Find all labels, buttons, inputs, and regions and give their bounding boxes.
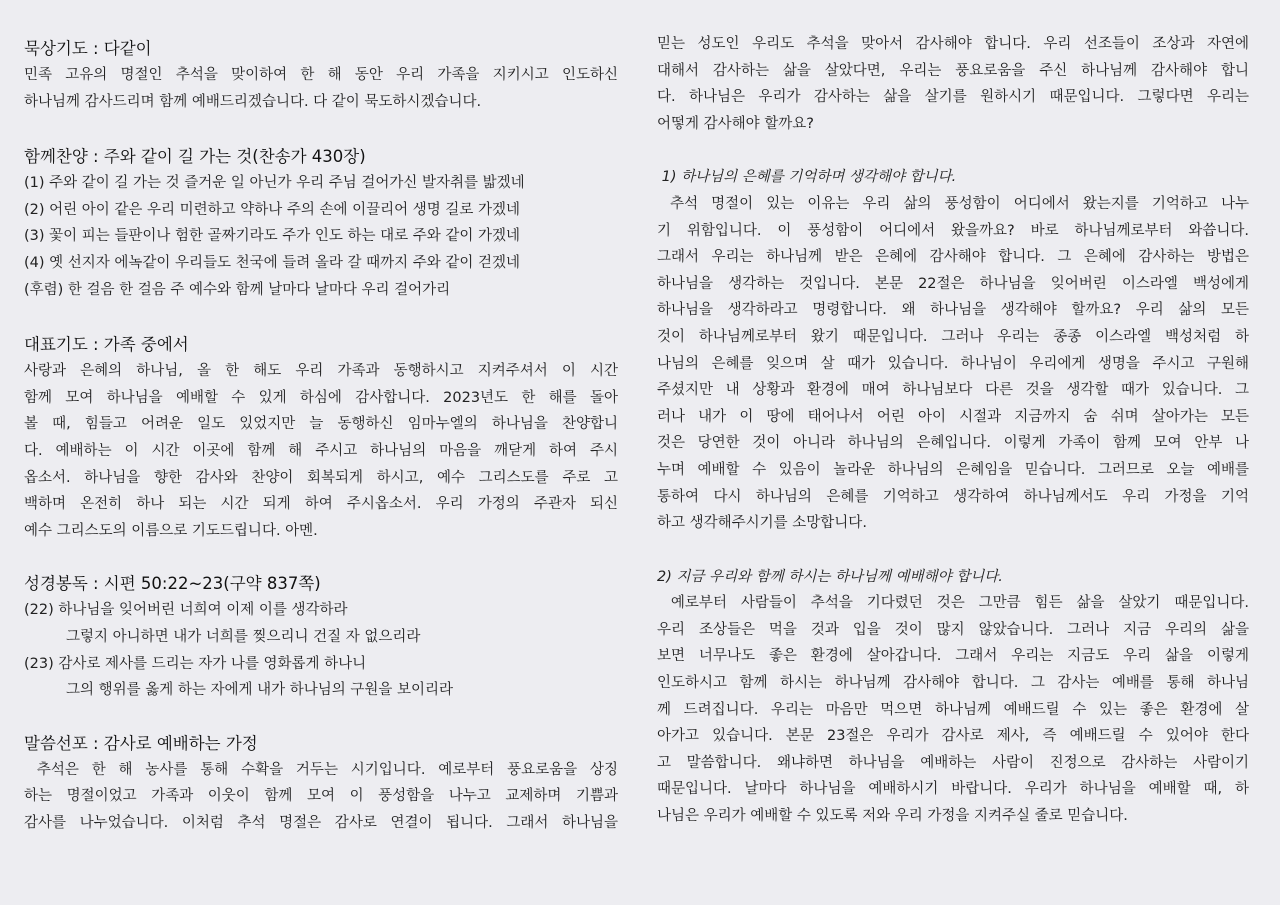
scripture-verse-23-cont: 그의 행위를 옳게 하는 자에게 내가 하나님의 구원을 보이리라 bbox=[66, 682, 454, 699]
silent-prayer-title: 묵상기도 : 다같이 bbox=[24, 39, 152, 58]
point-1-line: 하고 생각해주시기를 소망합니다. bbox=[657, 515, 867, 532]
point-1-heading: 1) 하나님의 은혜를 기억하며 생각해야 합니다. bbox=[657, 169, 957, 186]
hymn-chorus: (후렴) 한 걸음 한 걸음 주 예수와 함께 날마다 날마다 우리 걸어가리 bbox=[24, 281, 451, 298]
rep-prayer-title: 대표기도 : 가족 중에서 bbox=[24, 335, 189, 355]
point-1-line: 통하여 다시 하나님의 은혜를 기억하고 생각하여 하나님께서도 우리 가정을 기억 bbox=[657, 488, 1249, 505]
sermon-line: 추석은 한 해 농사를 통해 수확을 거두는 시기입니다. 예로부터 풍요로움을 상징 bbox=[24, 761, 618, 778]
hymn-title: 함께찬양 : 주와 같이 길 가는 것(찬송가 430장) bbox=[24, 147, 366, 167]
rep-prayer-line: 함께 모여 하나님을 예배할 수 있게 하심에 감사합니다. 2023년도 한 해를 돌아 bbox=[24, 389, 618, 406]
point-2-line: 인도하시고 함께 하시는 하나님께 감사해야 합니다. 그 감사는 예배를 통해 하나님 bbox=[657, 675, 1249, 692]
silent-prayer-line: 민족 고유의 명절인 추석을 맞이하여 한 해 동안 우리 가족을 지키시고 인도하신 bbox=[24, 67, 618, 83]
sermon-cont-line: 어떻게 감사해야 할까요? bbox=[657, 115, 814, 132]
scripture-verse-22-cont: 그렇지 아니하면 내가 너희를 찢으리니 건질 자 없으리라 bbox=[66, 628, 421, 645]
hymn-verse-2: (2) 어린 아이 같은 우리 미련하고 약하나 주의 손에 이끌리어 생명 길로 가겠네 bbox=[24, 201, 521, 218]
point-1-line: 하나님을 생각하라고 명령합니다. 왜 하나님을 생각해야 할까요? 우리 삶의 모든 bbox=[657, 302, 1249, 319]
sermon-line: 하는 명절이었고 가족과 이웃이 함께 모여 이 풍성함을 나누고 교제하며 기쁨과 bbox=[24, 788, 618, 805]
point-1-line: 것은 당연한 것이 아니라 하나님의 은혜입니다. 이렇게 가족이 함께 모여 안부 나 bbox=[657, 435, 1249, 452]
left-column bbox=[24, 0, 618, 836]
sermon-line: 감사를 나누었습니다. 이처럼 추석 명절은 감사로 연결이 됩니다. 그래서 하나님을 bbox=[24, 814, 618, 831]
point-2-line: 나님은 우리가 예배할 수 있도록 저와 우리 가정을 지켜주실 줄로 믿습니다. bbox=[657, 808, 1128, 825]
sermon-title: 말씀선포 : 감사로 예배하는 가정 bbox=[24, 733, 258, 753]
rep-prayer-line: 다. 예배하는 이 시간 이곳에 함께 해 주시고 하나님의 마음을 깨닫게 하여 주시 bbox=[24, 442, 618, 459]
point-1-line: 그래서 우리는 하나님께 받은 은혜에 감사해야 합니다. 그 은혜에 감사하는 방법은 bbox=[657, 249, 1249, 266]
rep-prayer-line: 백하며 온전히 하나 되는 시간 되게 하여 주시옵소서. 우리 가정의 주관자 되신 bbox=[24, 496, 618, 513]
point-1-line: 누며 예배할 수 있음이 놀라운 하나님의 은혜임을 믿습니다. 그러므로 오늘 예배를 bbox=[657, 461, 1249, 478]
rep-prayer-line: 옵소서. 하나님을 향한 감사와 찬양이 회복되게 하시고, 예수 그리스도를 주로 고 bbox=[24, 469, 618, 486]
point-2-line: 우리 조상들은 먹을 것과 입을 것이 많지 않았습니다. 그러나 지금 우리의 삶을 bbox=[657, 621, 1249, 638]
point-1-line: 주셨지만 내 상황과 환경에 매여 하나님보다 다른 것을 생각할 때가 있습니다. 그 bbox=[657, 382, 1249, 399]
point-2-line: 아가고 있습니다. 본문 23절은 우리가 감사로 제사, 즉 예배드릴 수 있어야 한다 bbox=[657, 728, 1249, 745]
scripture-verse-23: (23) 감사로 제사를 드리는 자가 나를 영화롭게 하나니 bbox=[24, 655, 367, 672]
hymn-verse-4: (4) 옛 선지자 에녹같이 우리들도 천국에 들려 올라 갈 때까지 주와 같이 걷겠네 bbox=[24, 254, 521, 271]
hymn-verse-1: (1) 주와 같이 길 가는 것 즐거운 일 아닌가 우리 주님 걸어가신 발자취를 밟겠네 bbox=[24, 175, 525, 192]
point-2-line: 보면 너무나도 좋은 환경에 살아갑니다. 그래서 우리는 지금도 우리 삶을 이렇게 bbox=[657, 648, 1249, 665]
point-1-line: 나님의 은혜를 잊으며 살 때가 있습니다. 하나님이 우리에게 생명을 주시고 구원해 bbox=[657, 355, 1249, 372]
hymn-verse-3: (3) 꽃이 피는 들판이나 험한 골짜기라도 주가 인도 하는 대로 주와 같이 가겠네 bbox=[24, 228, 521, 245]
right-column bbox=[657, 0, 1249, 830]
point-1-line: 것이 하나님께로부터 왔기 때문입니다. 그러나 우리는 종종 이스라엘 백성처럼 하 bbox=[657, 328, 1249, 345]
point-1-line: 하나님을 생각하는 것입니다. 본문 22절은 하나님을 잊어버린 이스라엘 백성에게 bbox=[657, 275, 1249, 292]
point-1-line: 기 위함입니다. 이 풍성함이 어디에서 왔을까요? 바로 하나님께로부터 와씁니다. bbox=[657, 222, 1249, 239]
scripture-verse-22: (22) 하나님을 잊어버린 너희여 이제 이를 생각하라 bbox=[24, 602, 348, 619]
point-2-line: 께 드려집니다. 우리는 마음만 먹으면 하나님께 예배드릴 수 있는 좋은 환경에 살 bbox=[657, 701, 1249, 718]
rep-prayer-line: 예수 그리스도의 이름으로 기도드립니다. 아멘. bbox=[24, 522, 318, 539]
point-1-line: 러나 내가 이 땅에 태어나서 어린 아이 시절과 지금까지 숨 쉬며 살아가는 모든 bbox=[657, 408, 1249, 425]
rep-prayer-line: 사랑과 은혜의 하나님, 올 한 해도 우리 가족과 동행하시고 지켜주셔서 이 시간 bbox=[24, 363, 618, 380]
scripture-title: 성경봉독 : 시편 50:22~23(구약 837쪽) bbox=[24, 574, 321, 594]
point-2-line: 고 말씀합니다. 왜냐하면 하나님을 예배하는 사람이 진정으로 감사하는 사람이기 bbox=[657, 754, 1249, 771]
point-1-line: 추석 명절이 있는 이유는 우리 삶의 풍성함이 어디에서 왔는지를 기억하고 나누 bbox=[657, 195, 1249, 212]
point-2-line: 예로부터 사람들이 추석을 기다렸던 것은 그만큼 힘든 삶을 살았기 때문입니다. bbox=[657, 595, 1249, 612]
sermon-cont-line: 다. 하나님은 우리가 감사하는 삶을 살기를 원하시기 때문입니다. 그렇다면 우리는 bbox=[657, 89, 1249, 106]
sermon-cont-line: 믿는 성도인 우리도 추석을 맞아서 감사해야 합니다. 우리 선조들이 조상과 자연에 bbox=[657, 36, 1249, 52]
sermon-cont-line: 대해서 감사하는 삶을 살았다면, 우리는 풍요로움을 주신 하나님께 감사해야 합니 bbox=[657, 62, 1249, 79]
rep-prayer-line: 볼 때, 힘들고 어려운 일도 있었지만 늘 동행하신 임마누엘의 하나님을 찬양합니 bbox=[24, 416, 618, 433]
point-2-line: 때문입니다. 날마다 하나님을 예배하시기 바랍니다. 우리가 하나님을 예배할 때, 하 bbox=[657, 781, 1249, 798]
silent-prayer-line: 하나님께 감사드리며 함께 예배드리겠습니다. 다 같이 묵도하시겠습니다. bbox=[24, 93, 482, 110]
point-2-heading: 2) 지금 우리와 함께 하시는 하나님께 예배해야 합니다. bbox=[657, 568, 1003, 585]
